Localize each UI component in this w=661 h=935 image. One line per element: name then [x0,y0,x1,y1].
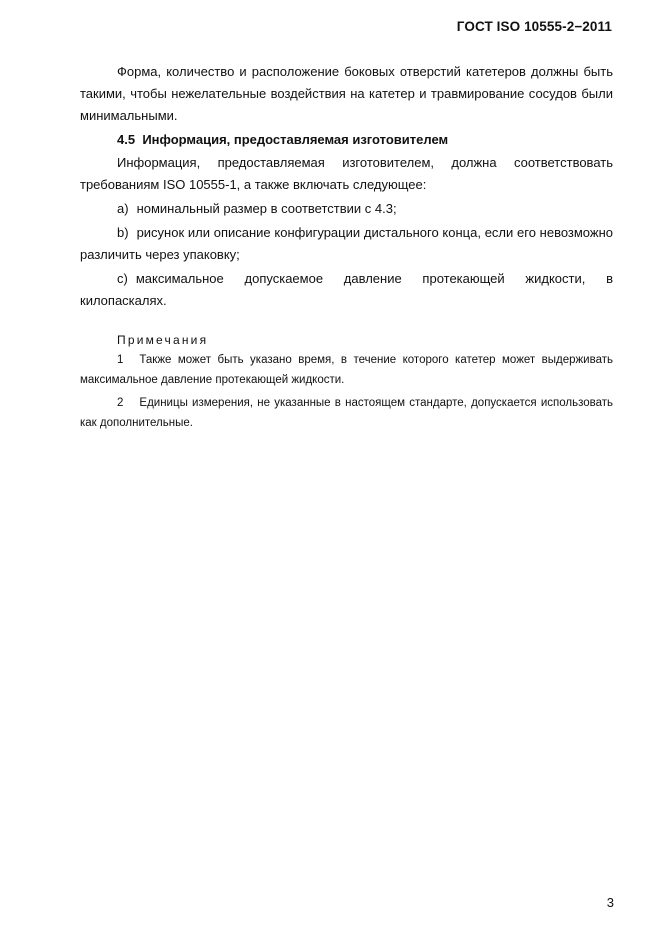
document-body [80,61,613,433]
notes-title: Примечания [117,333,209,347]
section-heading [80,129,613,151]
note-text: Также может быть указано время, в течение которого катетер может выдерживать максимальное давление протекающей жидкости. [80,354,613,386]
standard-header: ГОСТ ISO 10555-2−2011 [456,19,612,34]
section-title: Информация, предоставляемая изготовителем [142,132,449,147]
list-marker: а) [117,201,129,216]
list-marker: b) [117,225,129,240]
paragraph-manufacturer-info: Информация, предоставляемая изготовителем, должна соответствовать требованиям ISO 10555-1, а также включать следующее: [80,155,613,192]
page-number: 3 [606,895,614,910]
note-text: Единицы измерения, не указанные в настоящем стандарте, допускается использовать как дополнительные. [80,397,613,429]
list-item-a [80,198,613,220]
list-item-c [80,268,613,312]
note-number: 2 [117,397,124,409]
note-1 [80,350,613,390]
list-item-b [80,222,613,266]
note-number: 1 [117,354,124,366]
list-item-text: максимальное допускаемое давление протекающей жидкости, в килопаскалях. [80,271,613,308]
list-marker: с) [117,271,128,286]
section-number: 4.5 [117,132,136,147]
list-item-text: номинальный размер в соответствии с 4.3; [136,201,397,216]
list-item-text: рисунок или описание конфигурации дистального конца, если его невозможно различить через упаковку; [80,225,613,262]
paragraph-side-holes: Форма, количество и расположение боковых отверстий катетеров должны быть такими, чтобы нежелательные воздействия на катетер и травмирование сосудов были минимальными. [80,64,613,123]
note-2 [80,393,613,433]
